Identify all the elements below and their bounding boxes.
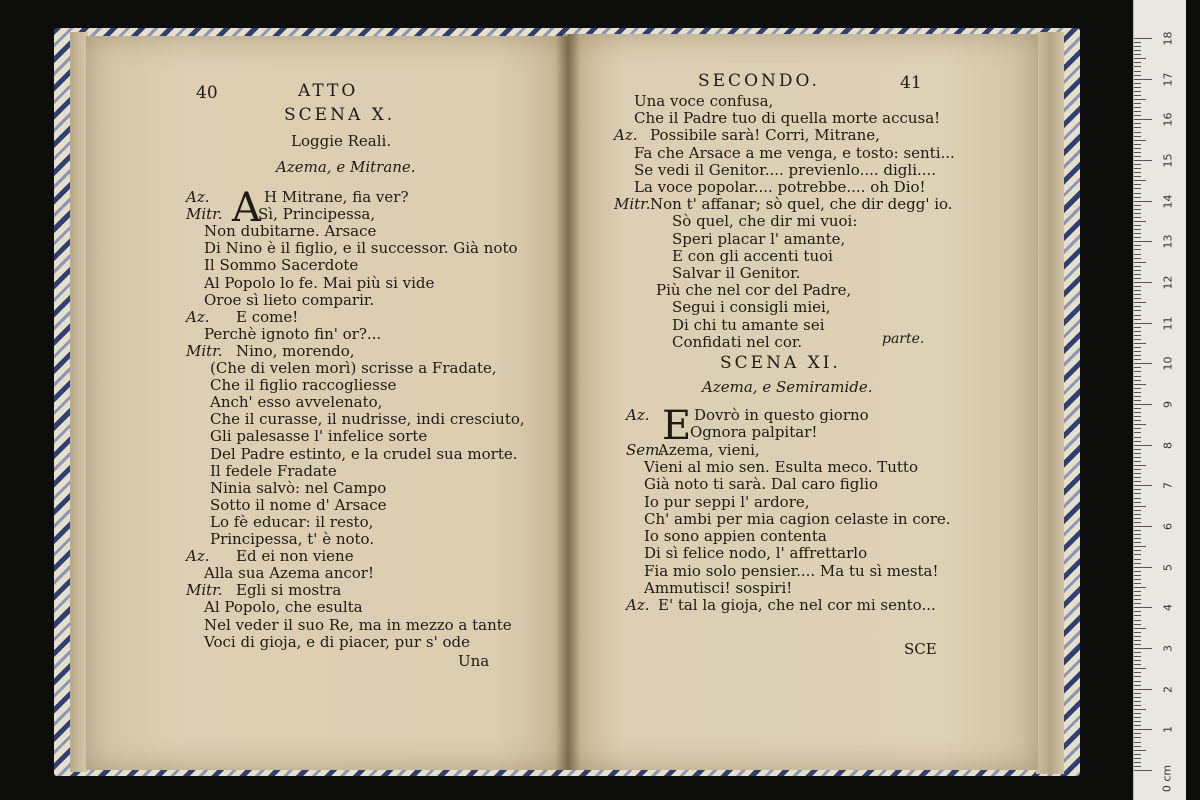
ruler-tick <box>1134 550 1141 551</box>
ruler-tick <box>1134 193 1141 194</box>
ruler-tick <box>1134 258 1141 259</box>
ruler-tick <box>1134 485 1152 486</box>
ruler-tick <box>1134 71 1141 72</box>
ruler-tick <box>1134 249 1141 250</box>
ruler-number: 16 <box>1161 112 1175 127</box>
verse-line: Ed ei non viene <box>236 547 354 566</box>
page-edge-right <box>1036 32 1064 774</box>
ruler-tick <box>1134 184 1141 185</box>
ruler-tick <box>1134 95 1141 96</box>
verse-line: Oroe sì lieto comparir. <box>204 290 375 309</box>
verse-line: Confidati nel cor. <box>672 332 803 351</box>
ruler-tick <box>1134 733 1141 734</box>
ruler-tick <box>1134 123 1141 124</box>
ruler-tick <box>1134 750 1146 751</box>
verse-line: H Mitrane, fia ver? <box>264 188 409 206</box>
ruler-tick <box>1134 327 1141 328</box>
ruler-tick <box>1134 404 1152 405</box>
ruler-tick <box>1134 66 1141 67</box>
ruler-tick <box>1134 481 1141 482</box>
ruler-tick <box>1134 697 1141 698</box>
book-gutter <box>556 34 580 770</box>
ruler-tick <box>1134 587 1146 588</box>
verse-line: Lo fè educar: il resto, <box>210 512 374 531</box>
ruler-tick <box>1134 42 1141 43</box>
ruler-tick <box>1134 347 1141 348</box>
verse-line: Sì, Principessa, <box>258 205 376 224</box>
ruler-tick <box>1134 725 1141 726</box>
ruler-number: 5 <box>1161 563 1175 571</box>
verse-line: Ammutisci! sospiri! <box>644 579 793 597</box>
ruler-tick <box>1134 111 1141 112</box>
ruler-tick <box>1134 449 1141 450</box>
ruler-tick <box>1134 758 1141 759</box>
ruler-tick <box>1134 136 1141 137</box>
ruler-number: 18 <box>1161 31 1175 46</box>
ruler-tick <box>1134 530 1141 531</box>
ruler-tick <box>1134 628 1146 629</box>
ruler-tick <box>1134 91 1141 92</box>
ruler-tick <box>1134 396 1141 397</box>
ruler-tick <box>1134 607 1152 608</box>
ruler-tick <box>1134 693 1141 694</box>
speaker-label: Mitr. <box>186 341 223 360</box>
verse-line: Più che nel cor del Padre, <box>656 281 852 300</box>
ruler-tick <box>1134 644 1141 645</box>
verse-line: Di sì felice nodo, l' affrettarlo <box>644 544 868 563</box>
ruler-tick <box>1134 563 1141 564</box>
ruler-number: 11 <box>1161 316 1175 331</box>
ruler-tick <box>1134 664 1141 665</box>
ruler-number: 17 <box>1161 72 1175 87</box>
ruler-tick <box>1134 335 1141 336</box>
ruler-tick <box>1134 217 1141 218</box>
ruler-number: 7 <box>1161 482 1175 490</box>
ruler-tick <box>1134 144 1141 145</box>
verse-line: Che il Padre tuo di quella morte accusa! <box>634 109 941 128</box>
ruler-tick <box>1134 762 1141 763</box>
ruler-tick <box>1134 685 1141 686</box>
ruler-tick <box>1134 278 1141 279</box>
ruler-tick <box>1134 554 1141 555</box>
ruler-number: 10 <box>1161 356 1175 371</box>
ruler-tick <box>1134 351 1141 352</box>
ruler-tick <box>1134 469 1141 470</box>
ruler-tick <box>1134 201 1152 202</box>
ruler-tick <box>1134 331 1141 332</box>
ruler-tick <box>1134 754 1141 755</box>
ruler-number: 2 <box>1161 685 1175 693</box>
ruler-tick <box>1134 453 1141 454</box>
ruler-number: 14 <box>1161 194 1175 209</box>
verse-line: (Che di velen morì) scrisse a Fradate, <box>210 359 497 377</box>
ruler-tick <box>1134 221 1146 222</box>
verse-line: Di chi tu amante sei <box>672 315 825 334</box>
ruler-tick <box>1134 489 1141 490</box>
ruler-tick <box>1134 241 1152 242</box>
ruler-tick <box>1134 46 1141 47</box>
verse-line: Se vedi il Genitor.... previenlo.... digli.... <box>634 160 937 179</box>
ruler-tick <box>1134 538 1141 539</box>
ruler-tick <box>1134 465 1146 466</box>
ruler-tick <box>1134 559 1141 560</box>
ruler-tick <box>1134 542 1141 543</box>
ruler-tick <box>1134 437 1141 438</box>
verse-line: Il fedele Fradate <box>210 461 337 480</box>
verse-line: Possibile sarà! Corri, Mitrane, <box>650 126 880 145</box>
ruler-tick <box>1134 766 1141 767</box>
ruler-tick <box>1134 168 1141 169</box>
scene-characters-xi: Azema, e Semiramide. <box>702 378 873 396</box>
ruler-tick <box>1134 371 1141 372</box>
ruler-tick <box>1134 197 1141 198</box>
verse-line: Perchè ignoto fin' or?... <box>204 324 382 343</box>
speaker-label: Az. <box>186 307 210 326</box>
verse-line: La voce popolar.... potrebbe.... oh Dio! <box>634 178 926 196</box>
ruler-tick <box>1134 79 1152 80</box>
ruler-tick <box>1134 632 1141 633</box>
ruler-tick <box>1134 705 1141 706</box>
ruler-tick <box>1134 416 1141 417</box>
scene-characters-x: Azema, e Mitrane. <box>276 158 416 176</box>
ruler-tick <box>1134 367 1141 368</box>
ruler-tick <box>1134 668 1146 669</box>
speaker-label: Mitr. <box>186 581 223 600</box>
verse-line: Egli si mostra <box>236 581 342 600</box>
verse-line: Del Padre estinto, e la crudel sua morte. <box>210 444 518 463</box>
ruler-tick <box>1134 266 1141 267</box>
ruler-tick <box>1134 245 1141 246</box>
ruler-tick <box>1134 339 1141 340</box>
scene-title-x: SCENA X. <box>284 105 396 125</box>
ruler-tick <box>1134 717 1141 718</box>
verse-line: Non dubitarne. Arsace <box>204 222 377 241</box>
verse-line: Io pur seppi l' ardore, <box>644 492 810 511</box>
ruler-tick <box>1134 746 1141 747</box>
ruler-tick <box>1134 54 1141 55</box>
ruler-tick <box>1134 50 1141 51</box>
ruler-tick <box>1134 457 1141 458</box>
catchword-left: Una <box>458 652 490 670</box>
verse-line: Di Nino è il figlio, e il successor. Già noto <box>204 239 518 258</box>
ruler-tick <box>1134 75 1141 76</box>
verse-line: E' tal la gioja, che nel cor mi sento... <box>658 596 936 615</box>
verse-line: Il Sommo Sacerdote <box>204 256 359 275</box>
ruler-tick <box>1134 99 1146 100</box>
ruler-tick <box>1134 148 1141 149</box>
verse-line: Ognora palpitar! <box>690 423 818 442</box>
ruler-tick <box>1134 103 1141 104</box>
ruler-tick <box>1134 660 1141 661</box>
ruler-unit: 0 cm <box>1160 764 1174 793</box>
ruler-tick <box>1134 164 1141 165</box>
ruler-number: 9 <box>1161 401 1175 408</box>
ruler-number: 4 <box>1161 604 1175 612</box>
ruler-tick <box>1134 270 1141 271</box>
verse-line: Salvar il Genitor. <box>672 264 801 282</box>
ruler-tick <box>1134 498 1141 499</box>
ruler-tick <box>1134 510 1141 511</box>
verse-line: Voci di gioja, e di piacer, pur s' ode <box>204 632 470 651</box>
ruler-tick <box>1134 493 1141 494</box>
ruler-tick <box>1134 522 1141 523</box>
ruler-tick <box>1134 388 1141 389</box>
ruler-tick <box>1134 209 1141 210</box>
ruler-tick <box>1134 742 1141 743</box>
ruler-tick <box>1134 180 1146 181</box>
ruler-tick <box>1134 58 1146 59</box>
ruler-tick <box>1134 624 1141 625</box>
ruler-tick <box>1134 567 1152 568</box>
ruler-tick <box>1134 319 1141 320</box>
speaker-label: Az. <box>626 596 650 615</box>
verse-line: Al Popolo, che esulta <box>204 598 363 617</box>
ruler-tick <box>1134 290 1141 291</box>
ruler-tick <box>1134 420 1141 421</box>
ruler-tick <box>1134 534 1141 535</box>
verse-line: Anch' esso avvelenato, <box>210 393 383 412</box>
exit-note: parte. <box>882 331 925 347</box>
ruler-tick <box>1134 237 1141 238</box>
verse-line: Speri placar l' amante, <box>672 229 846 248</box>
ruler-tick <box>1134 571 1141 572</box>
dropcap-e: E <box>662 403 692 449</box>
ruler-tick <box>1134 636 1141 637</box>
ruler-tick <box>1134 176 1141 177</box>
verse-line: Principessa, t' è noto. <box>210 530 375 548</box>
left-page <box>86 36 568 770</box>
ruler-tick <box>1134 213 1141 214</box>
ruler-tick <box>1134 115 1141 116</box>
ruler-tick <box>1134 579 1141 580</box>
ruler-tick <box>1134 428 1141 429</box>
verse-line: Una voce confusa, <box>634 92 774 110</box>
verse-line: Nino, morendo, <box>236 341 355 360</box>
ruler-number: 15 <box>1161 153 1175 168</box>
ruler-number: 12 <box>1161 275 1175 290</box>
ruler-tick <box>1134 709 1146 710</box>
ruler-tick <box>1134 355 1141 356</box>
ruler-tick <box>1134 770 1152 771</box>
ruler-tick <box>1134 363 1152 364</box>
page-number-left: 40 <box>196 83 218 103</box>
ruler-tick <box>1134 461 1141 462</box>
ruler-tick <box>1134 432 1141 433</box>
verse-line: Al Popolo lo fe. Mai più si vide <box>204 273 435 292</box>
ruler-tick <box>1134 315 1141 316</box>
ruler-tick <box>1134 424 1146 425</box>
verse-line: E come! <box>236 307 299 326</box>
ruler-tick <box>1134 656 1141 657</box>
ruler-tick <box>1134 140 1146 141</box>
ruler-tick <box>1134 310 1141 311</box>
ruler-tick <box>1134 526 1152 527</box>
ruler-tick <box>1134 156 1141 157</box>
ruler-tick <box>1134 603 1141 604</box>
speaker-label: Mitr. <box>186 205 223 224</box>
ruler-tick <box>1134 262 1146 263</box>
ruler-tick <box>1134 408 1141 409</box>
ruler-tick <box>1134 119 1152 120</box>
ruler-tick <box>1134 611 1141 612</box>
ruler-tick <box>1134 323 1152 324</box>
ruler-tick <box>1134 380 1141 381</box>
ruler-tick <box>1134 127 1141 128</box>
ruler-tick <box>1134 172 1141 173</box>
ruler-tick <box>1134 376 1141 377</box>
ruler-tick <box>1134 652 1141 653</box>
ruler-tick <box>1134 62 1141 63</box>
ruler-tick <box>1134 302 1146 303</box>
ruler-tick <box>1134 595 1141 596</box>
ruler-tick <box>1134 502 1141 503</box>
ruler-tick <box>1134 477 1141 478</box>
ruler-tick <box>1134 343 1146 344</box>
ruler-tick <box>1134 306 1141 307</box>
ruler-tick <box>1134 518 1141 519</box>
verse-line: Fia mio solo pensier.... Ma tu sì mesta! <box>644 561 939 580</box>
verse-line: Alla sua Azema ancor! <box>204 564 374 583</box>
verse-line: Che il curasse, il nudrisse, indi cresciuto, <box>210 410 525 429</box>
ruler-number: 6 <box>1161 523 1175 530</box>
ruler-tick <box>1134 298 1141 299</box>
ruler-tick <box>1134 384 1146 385</box>
verse-line: Ninia salvò: nel Campo <box>210 478 387 497</box>
ruler-tick <box>1134 676 1141 677</box>
ruler-tick <box>1134 640 1141 641</box>
verse-line: Già noto ti sarà. Dal caro figlio <box>644 475 878 494</box>
ruler-tick <box>1134 286 1141 287</box>
ruler-tick <box>1134 233 1141 234</box>
running-header-right: SECONDO. <box>698 71 820 91</box>
verse-line: E con gli accenti tuoi <box>672 246 833 265</box>
verse-line: Dovrò in questo giorno <box>694 406 869 424</box>
verse-line: Non t' affanar; sò quel, che dir degg' io. <box>650 195 953 214</box>
ruler-tick <box>1134 83 1141 84</box>
ruler-tick <box>1134 575 1141 576</box>
ruler-tick <box>1134 514 1141 515</box>
verse-line: Nel veder il suo Re, ma in mezzo a tante <box>204 615 512 634</box>
ruler-tick <box>1134 473 1141 474</box>
speaker-label: Az. <box>186 547 210 566</box>
dropcap-a: A <box>232 185 261 231</box>
ruler-tick <box>1134 38 1152 39</box>
verse-line: Sotto il nome d' Arsace <box>210 495 387 514</box>
scene-title-xi: SCENA XI. <box>720 353 841 373</box>
verse-line: Che il figlio raccogliesse <box>210 376 397 395</box>
catchword-right: SCE <box>904 640 937 658</box>
running-header-left: ATTO <box>298 81 359 101</box>
right-page <box>568 34 1038 770</box>
ruler-tick <box>1134 441 1141 442</box>
verse-line: Sò quel, che dir mi vuoi: <box>672 212 858 231</box>
ruler-tick <box>1134 274 1141 275</box>
speaker-label: Az. <box>614 126 638 145</box>
verse-line: Ch' ambi per mia cagion celaste in core. <box>644 509 951 528</box>
ruler-tick <box>1134 729 1152 730</box>
scene-setting: Loggie Reali. <box>291 132 392 150</box>
ruler-tick <box>1134 254 1141 255</box>
ruler-tick <box>1134 107 1141 108</box>
ruler-tick <box>1134 620 1141 621</box>
ruler-tick <box>1134 546 1146 547</box>
ruler-number: 13 <box>1161 234 1175 249</box>
verse-line: Gli palesasse l' infelice sorte <box>210 427 428 446</box>
ruler-tick <box>1134 229 1141 230</box>
ruler-tick <box>1134 599 1141 600</box>
speaker-label: Mitr. <box>614 195 651 214</box>
ruler-tick <box>1134 359 1141 360</box>
verse-line: Fa che Arsace a me venga, e tosto: senti... <box>634 143 955 162</box>
ruler-tick <box>1134 506 1146 507</box>
ruler-tick <box>1134 188 1141 189</box>
ruler-number: 1 <box>1161 726 1175 734</box>
ruler-tick <box>1134 400 1141 401</box>
ruler-tick <box>1134 87 1141 88</box>
page-number-right: 41 <box>900 73 922 93</box>
verse-line: Azema, vieni, <box>658 440 760 459</box>
ruler-tick <box>1134 672 1141 673</box>
verse-line: Vieni al mio sen. Esulta meco. Tutto <box>644 457 918 476</box>
ruler-tick <box>1134 152 1141 153</box>
speaker-label: Az. <box>186 188 210 206</box>
speaker-label: Az. <box>626 406 650 424</box>
ruler-tick <box>1134 737 1141 738</box>
ruler-tick <box>1134 721 1141 722</box>
ruler-tick <box>1134 392 1141 393</box>
ruler-tick <box>1134 583 1141 584</box>
verse-line: Segui i consigli miei, <box>672 298 831 317</box>
verse-line: Io sono appien contenta <box>644 527 827 546</box>
ruler-tick <box>1134 681 1141 682</box>
speaker-label: Sem. <box>626 440 665 459</box>
measuring-ruler <box>1133 0 1186 800</box>
ruler-tick <box>1134 205 1141 206</box>
ruler-tick <box>1134 225 1141 226</box>
ruler-tick <box>1134 615 1141 616</box>
ruler-tick <box>1134 160 1152 161</box>
ruler-tick <box>1134 713 1141 714</box>
ruler-tick <box>1134 648 1152 649</box>
ruler-tick <box>1134 412 1141 413</box>
ruler-number: 3 <box>1161 645 1175 652</box>
ruler-tick <box>1134 294 1141 295</box>
ruler-tick <box>1134 445 1152 446</box>
ruler-tick <box>1134 701 1141 702</box>
ruler-tick <box>1134 689 1152 690</box>
ruler-tick <box>1134 282 1152 283</box>
ruler-number: 8 <box>1161 441 1175 449</box>
ruler-tick <box>1134 132 1141 133</box>
ruler-tick <box>1134 591 1141 592</box>
